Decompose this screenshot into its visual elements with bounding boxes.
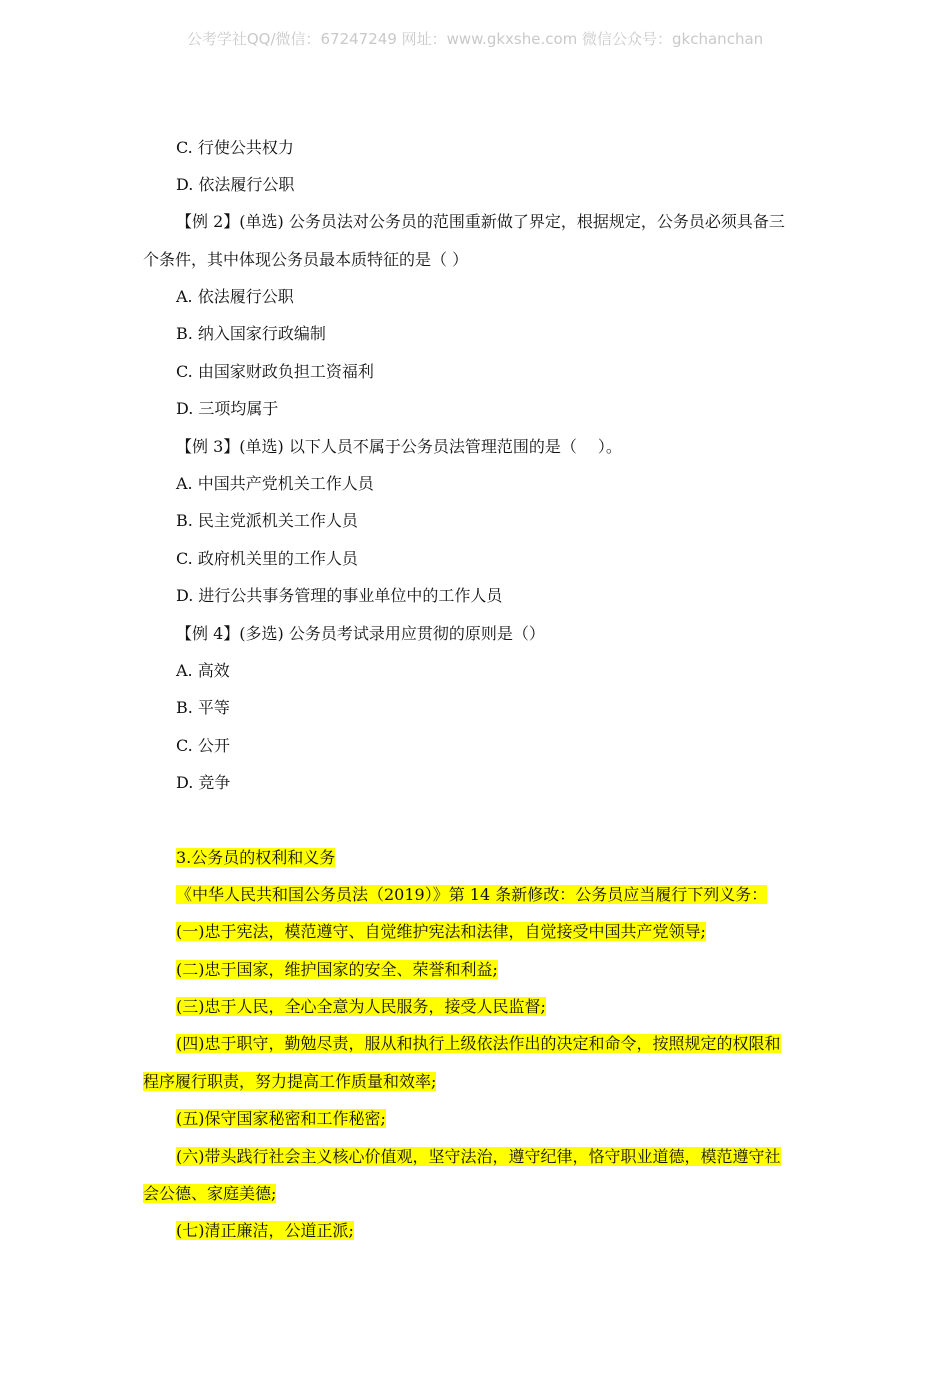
example-2-question-cont: 个条件，其中体现公务员最本质特征的是（ ）: [143, 250, 469, 269]
example-4-question: 【例 4】(多选) 公务员考试录用应贯彻的原则是（）: [176, 624, 545, 643]
section-intro-text: 《中华人民共和国公务员法（2019）》第 14 条新修改：公务员应当履行下列义务：: [176, 885, 768, 904]
duty-item-7: [176, 1219, 354, 1243]
duty-item-6-cont: [143, 1182, 276, 1206]
example-2-option-d: D. 三项均属于: [176, 399, 279, 418]
example-3-option-a: A. 中国共产党机关工作人员: [176, 474, 374, 493]
section-title-text: 3.公务员的权利和义务: [176, 848, 336, 867]
example-4-option-b: B. 平等: [176, 698, 230, 717]
duty-item-3: [176, 995, 546, 1019]
example-2-question: 【例 2】(单选) 公务员法对公务员的范围重新做了界定，根据规定，公务员必须具备三: [176, 212, 785, 231]
duty-item-1: [176, 920, 706, 944]
section-title: [176, 846, 335, 870]
duty-item-6-text: (六)带头践行社会主义核心价值观，坚守法治，遵守纪律，恪守职业道德，模范遵守社: [176, 1147, 781, 1166]
example-2-option-b: B. 纳入国家行政编制: [176, 324, 326, 343]
option-d-line: D. 依法履行公职: [176, 175, 295, 194]
example-3-option-d: D. 进行公共事务管理的事业单位中的工作人员: [176, 586, 503, 605]
duty-item-6: [176, 1145, 781, 1169]
example-3-option-c: C. 政府机关里的工作人员: [176, 549, 358, 568]
watermark-header: 公考学社QQ/微信：67247249 网址：www.gkxshe.com 微信公众号：gkchanchan: [186, 30, 764, 48]
duty-item-7-text: (七)清正廉洁，公道正派;: [176, 1221, 354, 1240]
duty-item-6-cont-text: 会公德、家庭美德;: [143, 1184, 277, 1203]
section-intro: [176, 883, 767, 907]
duty-item-1-text: (一)忠于宪法，模范遵守、自觉维护宪法和法律，自觉接受中国共产党领导;: [176, 922, 706, 941]
duty-item-5: [176, 1107, 386, 1131]
example-4-option-d: D. 竞争: [176, 773, 231, 792]
duty-item-2: [176, 958, 498, 982]
example-4-option-a: A. 高效: [176, 661, 230, 680]
duty-item-4: [176, 1032, 781, 1056]
duty-item-3-text: (三)忠于人民，全心全意为人民服务，接受人民监督;: [176, 997, 546, 1016]
duty-item-4-cont-text: 程序履行职责，努力提高工作质量和效率;: [143, 1072, 437, 1091]
duty-item-4-text: (四)忠于职守，勤勉尽责，服从和执行上级依法作出的决定和命令，按照规定的权限和: [176, 1034, 781, 1053]
option-c-line: C. 行使公共权力: [176, 138, 294, 157]
example-2-option-c: C. 由国家财政负担工资福利: [176, 362, 374, 381]
example-3-question: 【例 3】(单选) 以下人员不属于公务员法管理范围的是（ ）。: [176, 437, 622, 456]
example-2-option-a: A. 依法履行公职: [176, 287, 294, 306]
example-3-option-b: B. 民主党派机关工作人员: [176, 511, 358, 530]
duty-item-4-cont: [143, 1070, 436, 1094]
duty-item-5-text: (五)保守国家秘密和工作秘密;: [176, 1109, 386, 1128]
example-4-option-c: C. 公开: [176, 736, 230, 755]
duty-item-2-text: (二)忠于国家，维护国家的安全、荣誉和利益;: [176, 960, 498, 979]
